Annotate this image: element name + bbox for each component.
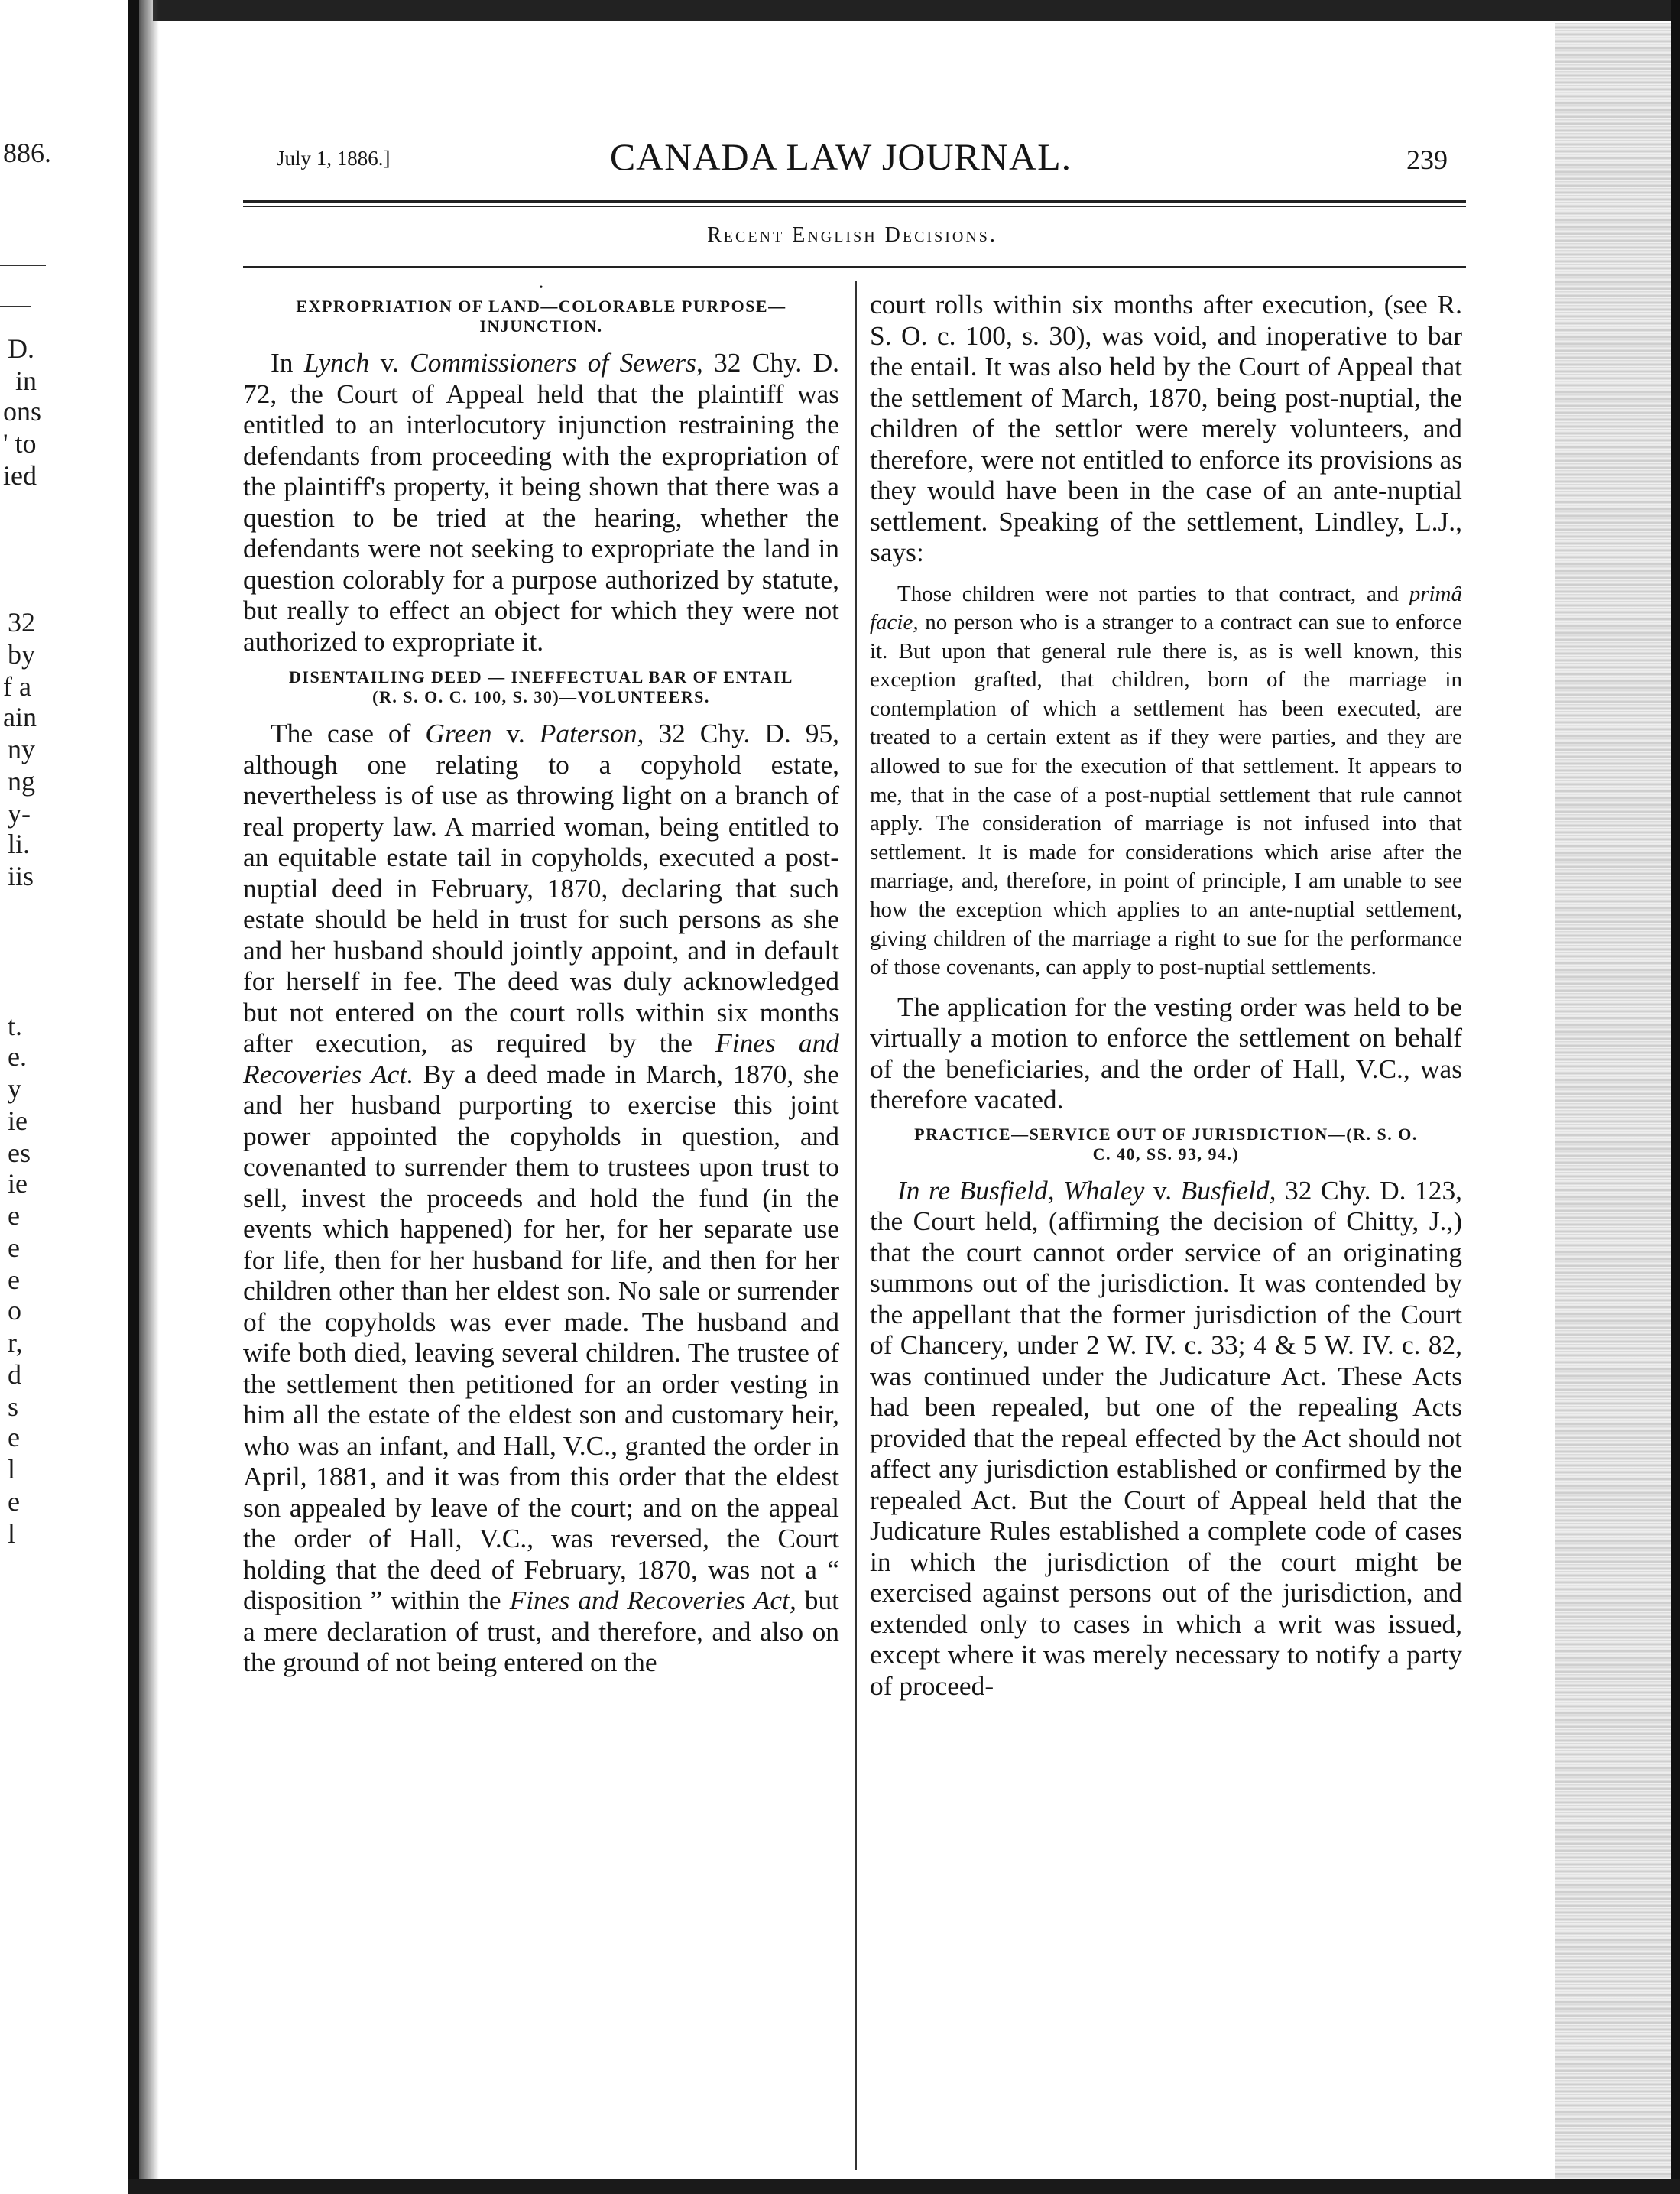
scan-binding-shadow [139, 0, 159, 2194]
paragraph-continuation: court rolls within six months after execution, (see R. S. O. c. 100, s. 30), was void, and inoperative to bar the entail. It was also held by the Court of Appeal that the settlement of March, 1870, being post-nuptial, the children of the settlor were merely volunteers, and therefore, were not entitled to enforce its provisions as they would have been in the case of an ante-nuptial settlement. Speaking of the settlement, Lindley, L.J., says: [870, 289, 1462, 567]
previous-page-text-fragment: e. [8, 1041, 27, 1072]
previous-page-text-fragment: y- [8, 798, 31, 829]
scan-bottom-border [128, 2179, 1680, 2194]
statute-name: Fines and Recoveries Act. [243, 1027, 840, 1089]
previous-page-text-fragment: s [8, 1391, 19, 1422]
previous-page-text-fragment: l [8, 1454, 16, 1485]
previous-page-fragment [0, 0, 126, 2194]
paragraph-green-v-paterson: The case of Green v. Paterson, 32 Chy. D. 95, although one relating to a copyhold estate, nevertheless is of use as throwing light on a branch of real property law. A married woman, being entitled to an equitable estate tail in copyholds, executed a post-nuptial deed in February, 1870, declaring that such estate should be held in trust for such persons as she and her husband should jointly appoint, and in default for herself in fee. The deed was duly acknowledged but not entered on the court rolls within six months after execution, as required by the Fines and Recoveries Act. By a deed made in March, 1870, she and her husband purporting to exercise this joint power appointed the copyholds in question, and covenanted to surrender them to trustees upon trust to sell, invest the proceeds and hold the fund (in the events which happened) for her, for her separate use for life, then for her husband for life, and then for her children other than her eldest son. No sale or surrender of the copyholds was ever made. The husband and wife both died, leaving several children. The trustee of the settlement then petitioned for an order vesting in him all the estate of the eldest son and customary heir, who was an infant, and Hall, V.C., granted the order in April, 1881, and it was from this order that the eldest son appealed by leave of the court; and on the appeal the order of Hall, V.C., was reversed, the Court holding that the deed of February, 1870, was not a “ disposition ” within the Fines and Recoveries Act, but a mere declaration of trust, and therefore, and also on the ground of not being entered on the [243, 718, 840, 1677]
previous-page-text-fragment: f a [3, 671, 31, 702]
scan-right-border [1671, 0, 1680, 2194]
column-divider [855, 281, 857, 2170]
heading-line: DISENTAILING DEED — INEFFECTUAL BAR OF ENTAIL [289, 667, 793, 686]
previous-page-text-fragment: ' to [3, 428, 37, 459]
previous-page-text-fragment: e [8, 1264, 20, 1295]
issue-date: July 1, 1886.] [277, 147, 391, 170]
heading-line: C. 40, SS. 93, 94.) [1092, 1144, 1240, 1164]
previous-page-text-fragment: es [8, 1138, 31, 1168]
previous-page-text-fragment: by [8, 639, 35, 670]
case-heading-practice [870, 1125, 1462, 1164]
case-name: Commissioners of Sewers, [410, 347, 703, 378]
previous-page-text-fragment: d [8, 1359, 21, 1390]
previous-page-text-fragment: 886. [3, 138, 51, 168]
case-name: Paterson, [539, 718, 644, 748]
case-heading-expropriation [243, 297, 839, 336]
previous-page-text-fragment: ie [8, 1105, 28, 1136]
previous-page-text-fragment: e [8, 1486, 20, 1517]
page-number: 239 [1406, 144, 1448, 175]
previous-page-text-fragment: ie [8, 1168, 28, 1199]
paragraph-vesting-order: The application for the vesting order was held to be virtually a motion to enforce the settlement on behalf of the beneficiaries, and the order of Hall, V.C., was therefore vacated. [870, 991, 1462, 1115]
statute-name: Fines and Recoveries Act, [509, 1585, 796, 1615]
left-column [243, 284, 839, 1678]
heading-line: (R. S. O. C. 100, S. 30)—VOLUNTEERS. [372, 687, 710, 706]
previous-page-text-fragment: ng [8, 766, 35, 797]
previous-page-text-fragment: 32 [8, 607, 35, 638]
heading-line: PRACTICE—SERVICE OUT OF JURISDICTION—(R. S. O. [914, 1124, 1418, 1144]
previous-page-text-fragment: t. [8, 1011, 23, 1041]
previous-page-text-fragment: y [8, 1073, 21, 1104]
previous-page-text-fragment: ons [3, 396, 42, 427]
case-name: Green [425, 718, 492, 748]
previous-page-text-fragment: iis [8, 861, 34, 891]
case-name: Busfield, [1180, 1174, 1276, 1206]
heading-line: EXPROPRIATION OF LAND—COLORABLE PURPOSE— [296, 297, 786, 316]
previous-page-text-fragment: r, [8, 1327, 23, 1358]
section-rule [243, 266, 1466, 268]
previous-page-text-fragment: l [8, 1518, 16, 1549]
header-rule-thick [243, 200, 1466, 203]
scan-binding-edge [128, 0, 139, 2194]
previous-page-text-fragment: e [8, 1232, 20, 1263]
case-name: Lynch [303, 347, 370, 378]
previous-page-text-fragment: ny [8, 734, 35, 764]
latin-phrase: primâ facie, [870, 581, 1462, 635]
previous-page-text-fragment: e [8, 1200, 20, 1231]
previous-page-rule [0, 306, 31, 307]
scan-right-margin-noise [1555, 23, 1680, 2179]
previous-page-text-fragment: ied [3, 460, 37, 491]
previous-page-text-fragment: li. [8, 829, 31, 859]
case-name: In re Busfield, Whaley [897, 1174, 1145, 1206]
heading-line: INJUNCTION. [479, 316, 603, 336]
previous-page-text-fragment: D. [8, 333, 34, 364]
section-title: Recent English Decisions. [707, 223, 997, 247]
journal-title: CANADA LAW JOURNAL. [609, 135, 1072, 178]
previous-page-text-fragment: in [15, 365, 37, 396]
heading-ornament: • [539, 282, 543, 294]
case-heading-disentailing-deed [243, 667, 839, 707]
header-rule-thin [243, 206, 1466, 207]
previous-page-text-fragment: ain [3, 702, 37, 732]
quotation-lindley: Those children were not parties to that contract, and primâ facie, no person who is a stranger to a contract can sue to enforce it. But upon that general rule there is, as is well known, this exception grafted, that children, born of the marriage in contemplation of which a settlement has been executed, are treated to a certain extent as if they were parties, and they are allowed to sue for the execution of that settlement. It appears to me, that in the case of a post-nuptial settlement that rule cannot apply. The consideration of marriage is not infused into that settlement. It is made for considerations which arise after the marriage, and, therefore, in point of principle, I am unable to see how the exception which applies to an ante-nuptial settlement, giving children of the marriage a right to sue for the performance of those covenants, can apply to post-nuptial settlements. [870, 581, 1462, 980]
previous-page-rule [0, 265, 46, 266]
previous-page-text-fragment: e [8, 1422, 20, 1452]
right-column [870, 289, 1462, 1701]
paragraph-lynch: In Lynch v. Commissioners of Sewers, 32 Chy. D. 72, the Court of Appeal held that the plaintiff was entitled to an interlocutory injunction restraining the defendants from proceeding with the expropriation of the plaintiff's property, it being shown that there was a question to be tried at the hearing, whether the defendants were not seeking to expropriate the land in question colorably for a purpose authorized by statute, but really to effect an object for which they were not authorized to expropriate it. [243, 347, 839, 657]
scan-top-border [153, 0, 1680, 21]
previous-page-text-fragment: o [8, 1295, 21, 1326]
paragraph-re-busfield: In re Busfield, Whaley v. Busfield, 32 Chy. D. 123, the Court held, (affirming the decision of Chitty, J.,) that the court cannot order service of an originating summons out of the jurisdiction. It was contended by the appellant that the former jurisdiction of the Court of Chancery, under 2 W. IV. c. 33; 4 & 5 W. IV. c. 82, was continued under the Judicature Act. These Acts had been repealed, but one of the repealing Acts provided that the repeal effected by the Act should not affect any jurisdiction established or confirmed by the repealed Act. But the Court of Appeal held that the Judicature Rules established a complete code of cases in which the jurisdiction of the court might be exercised against persons out of the jurisdiction, and extended only to cases in which a writ was issued, except where it was merely necessary to notify a party of proceed- [870, 1174, 1462, 1701]
